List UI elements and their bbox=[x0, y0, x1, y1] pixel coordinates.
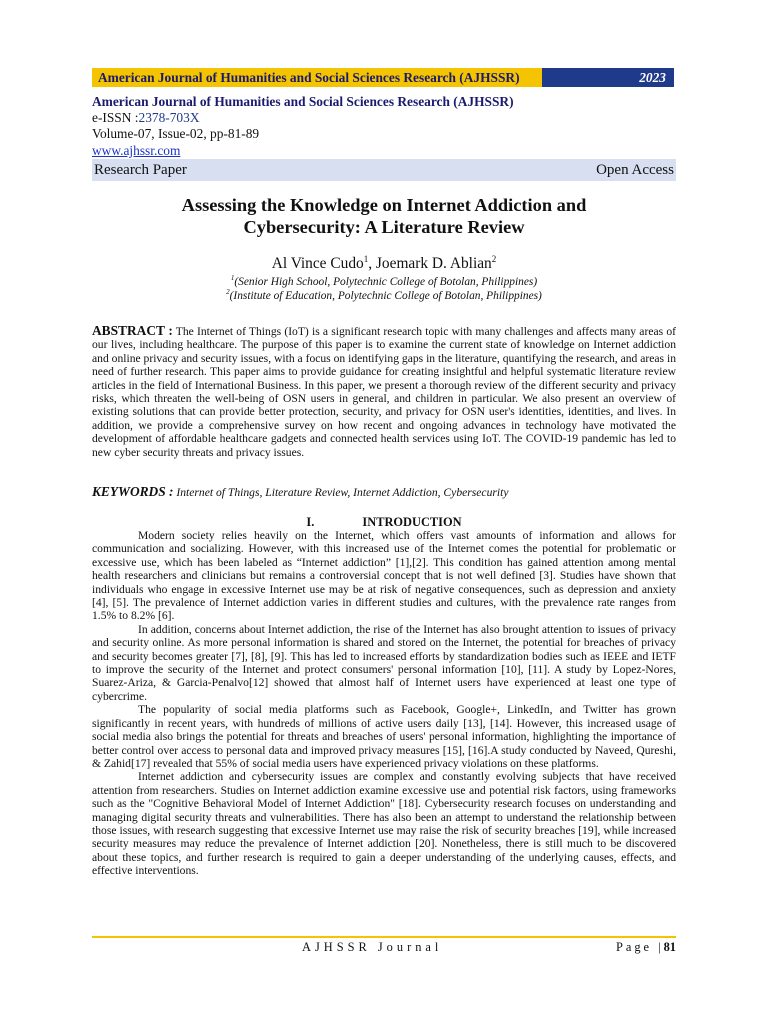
banner-year: 2023 bbox=[542, 68, 674, 87]
paper-title bbox=[92, 194, 676, 238]
affiliation-1-text: (Senior High School, Polytechnic College of Botolan, Philippines) bbox=[234, 275, 538, 288]
affiliation-1-sup: 1 bbox=[230, 274, 235, 282]
journal-banner bbox=[92, 68, 674, 87]
issn-label: e-ISSN : bbox=[92, 110, 139, 125]
author-separator: , bbox=[368, 255, 376, 273]
affiliation-2 bbox=[92, 288, 676, 302]
journal-website-link[interactable]: www.ajhssr.com bbox=[92, 143, 181, 158]
abstract-text: The Internet of Things (IoT) is a significant research topic with many challenges and affects many areas of our lives, including healthcare. The purpose of this paper is to examine the current state of knowledge on Internet addiction and online privacy and security issues, with a focus on identifying gaps in the literature, quantifying the research, and areas in need of further research. This paper aims to provide guidance for creating insightful and helpful systematic literature review articles in the field of International Business. In this paper, we present a thorough review of the different security and privacy risks, which threaten the well-being of OSN users in general, and children in particular. We also present an overview of existing solutions that can provide better protection, security, and privacy for OSN user's identities, identities, and lives. In addition, we provide a comprehensive survey on how recent and ongoing advances in technology have motivated the development of affordable healthcare gadgets and connected health services using IoT. The COVID-19 pandemic has led to new cyber security threats and privacy issues. bbox=[92, 325, 676, 459]
banner-journal-title: American Journal of Humanities and Social Sciences Research (AJHSSR) bbox=[92, 68, 542, 87]
access-type: Open Access bbox=[596, 162, 674, 178]
issn-line bbox=[92, 110, 200, 126]
page-label: Page | bbox=[615, 940, 664, 954]
abstract bbox=[92, 324, 676, 459]
keywords-label: KEYWORDS : bbox=[92, 484, 174, 499]
section-title: INTRODUCTION bbox=[362, 515, 462, 529]
volume-info: Volume-07, Issue-02, pp-81-89 bbox=[92, 126, 260, 141]
page-number: 81 bbox=[663, 940, 676, 954]
footer-journal: AJHSSR Journal bbox=[302, 940, 443, 954]
paragraph: The popularity of social media platforms such as Facebook, Google+, LinkedIn, and Twitter has grown significantly in recent years, with hundreds of millions of active users daily [13], [14]. However, this increased usage of social media also brings the potential for threats and breaches of users' personal information, highlighting the importance of better control over access to personal data and improved privacy measures [15], [16].A study conducted by Naveed, Qureshi, & Zahid[17] revealed that 55% of social media users have experienced privacy violations on these platforms. bbox=[92, 703, 676, 770]
abstract-label: ABSTRACT : bbox=[92, 323, 173, 338]
affiliation-1 bbox=[92, 274, 676, 288]
author-1: Al Vince Cudo bbox=[271, 255, 364, 273]
paragraph: Modern society relies heavily on the Internet, which offers vast amounts of information and allows for communication and socializing. However, with this increased use of the Internet comes the potential for problematic or excessive use, which has been labeled as “Internet addiction” [1],[2]. This condition has gained attention among mental health researchers and clinicians but remains a controversial concept that is not well defined [3]. Studies have shown that individuals who engage in excessive Internet use may be at risk of negative consequences, such as depression and anxiety [4], [5]. The prevalence of Internet addiction varies in different studies and cultures, with the prevalence rate ranges from 1.5% to 8.2% [6]. bbox=[92, 529, 676, 623]
title-line-1: Assessing the Knowledge on Internet Addiction and bbox=[181, 195, 587, 215]
paragraph: Internet addiction and cybersecurity issues are complex and constantly evolving subjects that have received attention from researchers. Studies on Internet addiction examine excessive use and potential risk factors, using frameworks such as the "Cognitive Behavioral Model of Internet Addiction" [18]. Cybersecurity research focuses on understanding and managing digital security threats and vulnerabilities. There has also been an attempt to understand the relationship between those issues, with research suggesting that excessive Internet use may raise the risk of security breaches [19], while increased security measures may reduce the prevalence of Internet addiction [20]. Nonetheless, there is still much to be discovered about these topics, and further research is required to gain a deeper understanding of the underlying causes, effects, and effective interventions. bbox=[92, 770, 676, 878]
affiliation-2-sup: 2 bbox=[226, 288, 230, 296]
affiliation-2-text: (Institute of Education, Polytechnic College of Botolan, Philippines) bbox=[229, 289, 542, 302]
authors bbox=[92, 254, 676, 273]
footer-divider bbox=[92, 936, 676, 938]
issn-value: 2378-703X bbox=[138, 110, 200, 125]
author-2: Joemark D. Ablian bbox=[375, 255, 492, 273]
journal-name: American Journal of Humanities and Social Sciences Research (AJHSSR) bbox=[92, 94, 514, 109]
paragraph: In addition, concerns about Internet addiction, the rise of the Internet has also brought attention to issues of privacy and security online. As more personal information is shared and stored on the Internet, the potential for breaches of privacy and security becomes greater [7], [8], [9]. This has led to increased efforts by standardization bodies such as IEEE and IETF to improve the security of the Internet and protect consumers' personal information [10], [11]. A study by Lopez-Nores, Suarez-Ariza, & Garcia-Penalvo[12] showed that almost half of Internet users have experienced at least one type of cybercrime. bbox=[92, 622, 676, 703]
section-heading bbox=[92, 515, 676, 530]
title-line-2: Cybersecurity: A Literature Review bbox=[243, 217, 525, 237]
author-1-sup: 1 bbox=[363, 254, 369, 264]
author-2-sup: 2 bbox=[491, 254, 497, 264]
introduction-body bbox=[92, 529, 676, 878]
footer-page bbox=[616, 940, 676, 955]
section-number: I. bbox=[306, 515, 315, 529]
paper-type-bar bbox=[92, 159, 676, 181]
keywords-text: Internet of Things, Literature Review, Internet Addiction, Cybersecurity bbox=[176, 486, 509, 499]
paper-type: Research Paper bbox=[94, 162, 187, 178]
keywords bbox=[92, 484, 676, 500]
